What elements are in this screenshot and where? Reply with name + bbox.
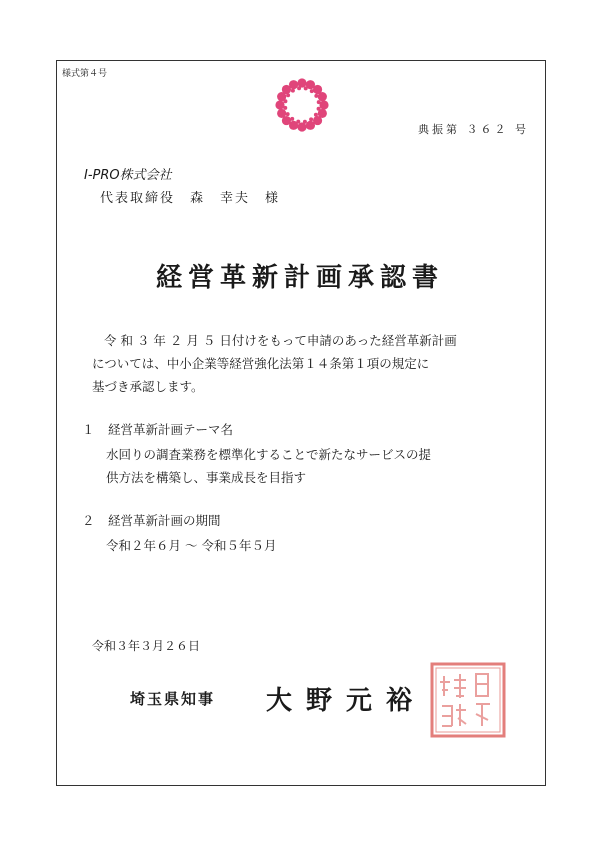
emblem-petal [275, 100, 284, 109]
emblem-petal-tail [286, 112, 290, 116]
item-content-2 [106, 534, 276, 557]
recipient-representative: 代表取締役 森 幸夫 様 [100, 191, 281, 206]
body-line: については、中小企業等経営強化法第１４条第１項の規定に [92, 356, 430, 371]
emblem-petal-tail [317, 100, 321, 104]
body-text [92, 329, 522, 398]
prefecture-emblem-icon [270, 73, 334, 137]
emblem-petal-tail [309, 117, 313, 121]
official-seal-icon [430, 662, 506, 738]
seal-stroke [476, 674, 488, 696]
item-number: １ [82, 422, 95, 437]
emblem-petal [297, 122, 306, 131]
document-title: 経営革新計画承認書 [155, 263, 444, 293]
item-heading-1 [82, 420, 233, 438]
item-label: 経営革新計画テーマ名 [108, 422, 234, 437]
item-number: ２ [82, 513, 95, 528]
emblem-petal [319, 100, 328, 109]
emblem-petal-tail [314, 94, 318, 98]
seal-stroke [440, 676, 450, 696]
item-content-line: 供方法を構築し、事業成長を目指す [106, 470, 307, 485]
item-label: 経営革新計画の期間 [108, 513, 221, 528]
recipient-company: I-PRO株式会社 [84, 168, 172, 183]
seal-stroke [476, 704, 490, 726]
body-line: 基づき承認します。 [92, 379, 204, 394]
emblem-petal [306, 121, 315, 130]
item-content-line: 水回りの調査業務を標準化することで新たなサービスの提 [106, 447, 432, 462]
item-content-1 [106, 443, 431, 489]
signer-name: 大野元裕 [266, 686, 427, 716]
form-number: 様式第４号 [62, 69, 108, 79]
issue-date: 令和３年３月２６日 [92, 639, 201, 653]
seal-stroke [442, 706, 452, 726]
item-heading-2 [82, 511, 221, 529]
emblem-petal [318, 92, 327, 101]
emblem-petal-tail [291, 89, 295, 93]
body-line: 令 和 ３ 年 ２ 月 ５ 日付けをもって申請のあった経営革新計画 [104, 333, 457, 348]
signer-title: 埼玉県知事 [130, 690, 216, 708]
document-number: 典振第 ３６２ 号 [418, 123, 529, 136]
seal-stroke [454, 674, 466, 698]
seal-stroke [456, 704, 466, 726]
emblem-petal [277, 109, 286, 118]
emblem-petal [297, 78, 306, 87]
item-content-line: 令和２年６月 ～ 令和５年５月 [106, 538, 277, 553]
emblem-petal [289, 80, 298, 89]
